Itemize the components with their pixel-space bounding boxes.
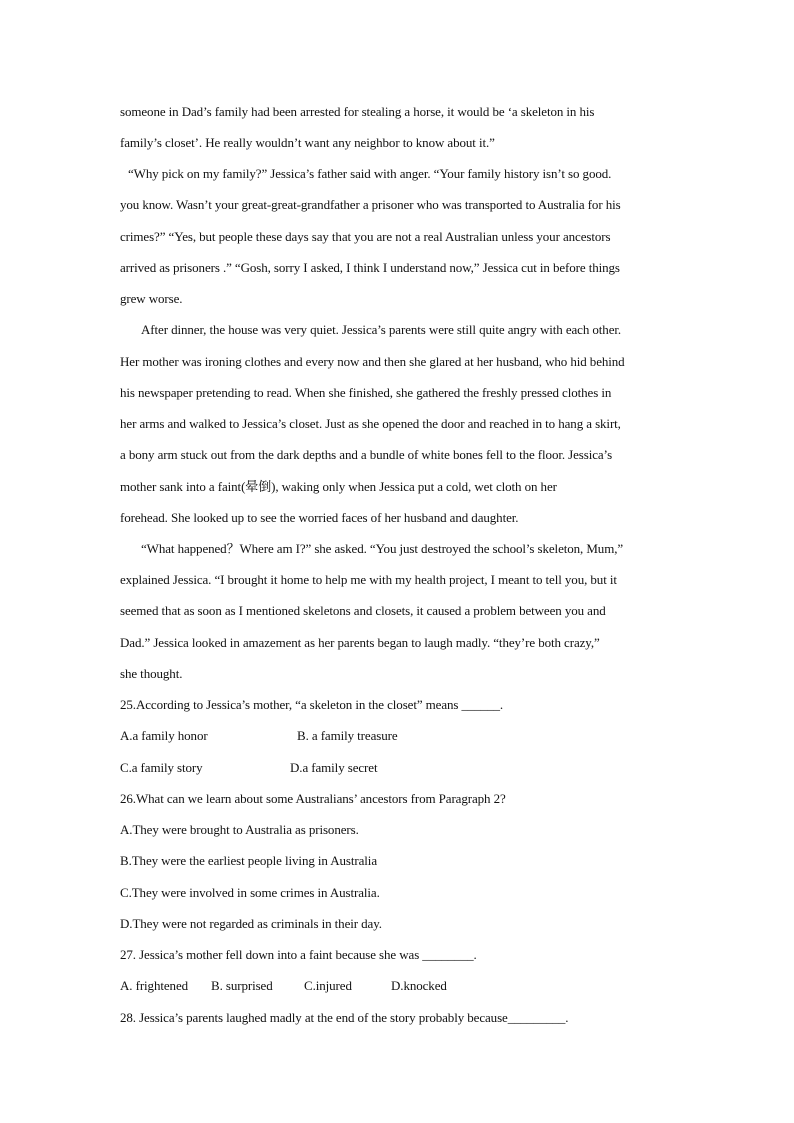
question-26-option-d: D.They were not regarded as criminals in their day. <box>120 916 382 931</box>
story-p2-line-5: grew worse. <box>120 291 183 306</box>
question-27-stem: 27. Jessica’s mother fell down into a faint because she was ________. <box>120 947 477 962</box>
story-p4-line-1: “What happened？Where am I?” she asked. “You just destroyed the school’s skeleton, Mum,” <box>141 541 624 556</box>
story-p3-line-3: his newspaper pretending to read. When she finished, she gathered the freshly pressed clothes in <box>120 385 612 400</box>
question-25-option-c: C.a family story <box>120 760 203 775</box>
story-p3-line-7: forehead. She looked up to see the worried faces of her husband and daughter. <box>120 510 519 525</box>
question-27-option-c: C.injured <box>304 978 352 993</box>
story-p2-line-4: arrived as prisoners .” “Gosh, sorry I asked, I think I understand now,” Jessica cut in before things <box>120 260 620 275</box>
story-p3-line-2: Her mother was ironing clothes and every now and then she glared at her husband, who hid behind <box>120 354 625 369</box>
story-p4-line-2: explained Jessica. “I brought it home to help me with my health project, I meant to tell you, but it <box>120 572 617 587</box>
question-26-option-c: C.They were involved in some crimes in Australia. <box>120 885 380 900</box>
question-26-option-a: A.They were brought to Australia as prisoners. <box>120 822 359 837</box>
question-25-option-d: D.a family secret <box>290 760 378 775</box>
story-p3-line-1: After dinner, the house was very quiet. Jessica’s parents were still quite angry with each other. <box>141 322 622 337</box>
story-p3-line-5: a bony arm stuck out from the dark depths and a bundle of white bones fell to the floor. Jessica’s <box>120 447 613 462</box>
question-25-option-b: B. a family treasure <box>297 728 398 743</box>
question-27-option-d: D.knocked <box>391 978 447 993</box>
question-25-stem: 25.According to Jessica’s mother, “a skeleton in the closet” means ______. <box>120 697 504 712</box>
story-p4-line-3: seemed that as soon as I mentioned skeletons and closets, it caused a problem between you and <box>120 603 606 618</box>
question-25-option-a: A.a family honor <box>120 728 208 743</box>
question-28-stem: 28. Jessica’s parents laughed madly at the end of the story probably because_________. <box>120 1010 569 1025</box>
story-p3-line-4: her arms and walked to Jessica’s closet. Just as she opened the door and reached in to hang a skirt, <box>120 416 621 431</box>
question-26-option-b: B.They were the earliest people living in Australia <box>120 853 377 868</box>
story-p1-line-1: someone in Dad’s family had been arrested for stealing a horse, it would be ‘a skeleton in his <box>120 104 595 119</box>
story-p2-line-3: crimes?” “Yes, but people these days say that you are not a real Australian unless your ancestors <box>120 229 611 244</box>
story-p3-line-6: mother sank into a faint(晕倒), waking only when Jessica put a cold, wet cloth on her <box>120 479 557 494</box>
question-27-option-a: A. frightened <box>120 978 189 993</box>
story-p4-line-4: Dad.” Jessica looked in amazement as her parents began to laugh madly. “they’re both crazy,” <box>120 635 600 650</box>
question-27-option-b: B. surprised <box>211 978 273 993</box>
story-p2-line-2: you know. Wasn’t your great-great-grandfather a prisoner who was transported to Australia for his <box>120 197 621 212</box>
question-26-stem: 26.What can we learn about some Australians’ ancestors from Paragraph 2? <box>120 791 506 806</box>
story-p1-line-2: family’s closet’. He really wouldn’t want any neighbor to know about it.” <box>120 135 495 150</box>
story-p4-line-5: she thought. <box>120 666 183 681</box>
story-p2-line-1: “Why pick on my family?” Jessica’s father said with anger. “Your family history isn’t so good. <box>128 166 612 181</box>
